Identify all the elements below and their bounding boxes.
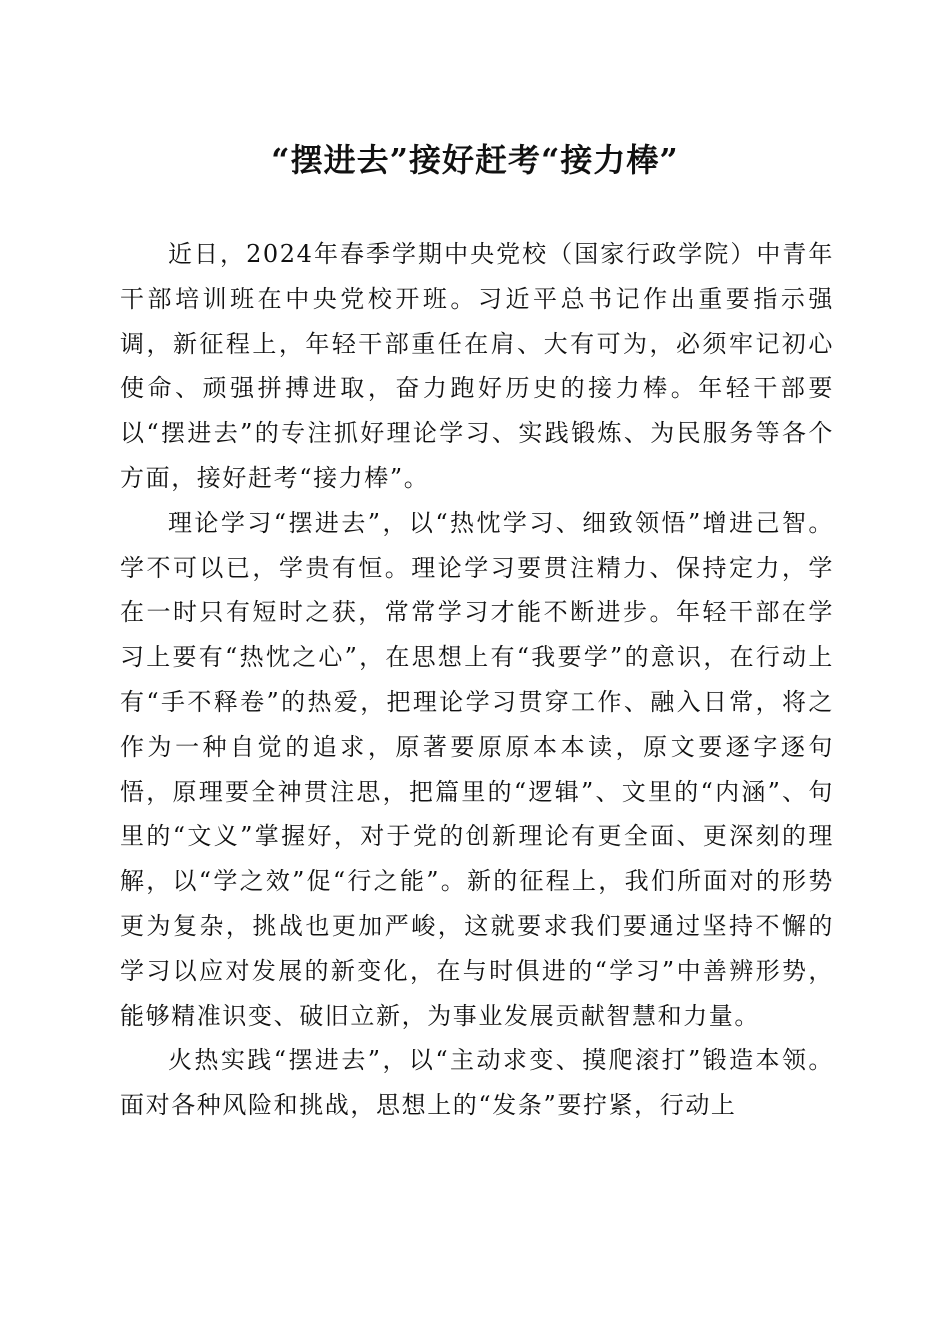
paragraph-theory-study: 理论学习“摆进去”，以“热忱学习、细致领悟”增进己智。学不可以已，学贵有恒。理论学习要贯注精力、保持定力，学在一时只有短时之获，常常学习才能不断进步。年轻干部在学习上要有“热忱之心”，在思想上有“我要学”的意识，在行动上有“手不释卷”的热爱，把理论学习贯穿工作、融入日常，将之作为一种自觉的追求，原著要原原本本读，原文要逐字逐句悟，原理要全神贯注思，把篇里的“逻辑”、文里的“内涵”、句里的“文义”掌握好，对于党的创新理论有更全面、更深刻的理解，以“学之效”促“行之能”。新的征程上，我们所面对的形势更为复杂，挑战也更加严峻，这就要求我们要通过坚持不懈的学习以应对发展的新变化，在与时俱进的“学习”中善辨形势，能够精准识变、破旧立新，为事业发展贡献智慧和力量。 [120, 508, 834, 1030]
paragraph-practice: 火热实践“摆进去”，以“主动求变、摸爬滚打”锻造本领。面对各种风险和挑战，思想上的“发条”要拧紧，行动上 [120, 1046, 834, 1120]
document-title: “摆进去”接好赶考“接力棒” [271, 141, 679, 179]
document-body [120, 232, 834, 1128]
paragraph-intro: 近日，2024年春季学期中央党校（国家行政学院）中青年干部培训班在中央党校开班。习近平总书记作出重要指示强调，新征程上，年轻干部重任在肩、大有可为，必须牢记初心使命、顽强拼搏进取，奋力跑好历史的接力棒。年轻干部要以“摆进去”的专注抓好理论学习、实践锻炼、为民服务等各个方面，接好赶考“接力棒”。 [120, 240, 834, 492]
